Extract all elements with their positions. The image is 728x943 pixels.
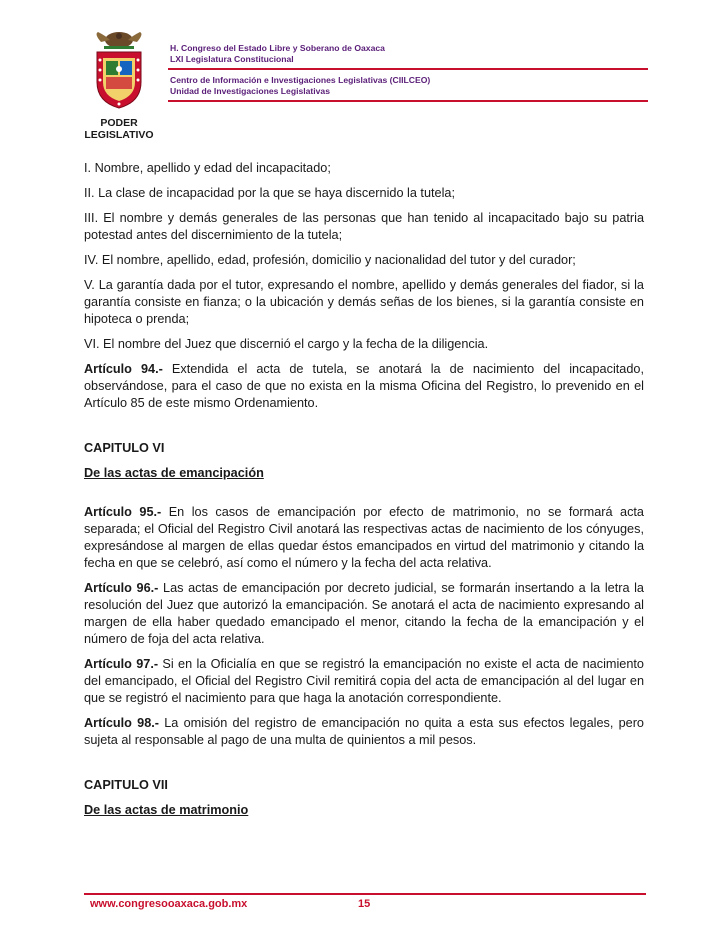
article-97-label: Artículo 97.- xyxy=(84,657,159,671)
article-96-label: Artículo 96.- xyxy=(84,581,159,595)
item-vi: VI. El nombre del Juez que discernió el cargo y la fecha de la diligencia. xyxy=(84,337,489,351)
chapter-6-title: CAPITULO VI xyxy=(84,441,165,455)
legislativo-label: LEGISLATIVO xyxy=(84,129,154,141)
article-97-text: Si en la Oficialía en que se registró la emancipación no existe el acta de nacimiento del emancipado, el Oficial del Registro Civil remitirá copia del acta de emancipación al del lugar en que se registró el nacimiento para que haga la anotación correspondiente. xyxy=(84,657,644,705)
article-95-text: En los casos de emancipación por efecto de matrimonio, no se formará acta separada; el Oficial del Registro Civil anotará las respectivas actas de nacimiento de los cónyuges, expresándose al margen de ellas quedar éstos emancipados en virtud del matrimonio y citando la fecha en que se celebró, así como el número y la fecha del acta relativa. xyxy=(84,505,644,570)
article-94-label: Artículo 94.- xyxy=(84,362,163,376)
chapter-7-heading xyxy=(84,777,644,819)
header-rule-bottom xyxy=(168,100,648,102)
header-unit-name: Unidad de Investigaciones Legislativas xyxy=(170,86,330,96)
chapter-6-heading xyxy=(84,440,644,482)
article-95 xyxy=(84,504,644,572)
article-96-text: Las actas de emancipación por decreto judicial, se formarán insertando a la letra la resolución del Juez que autorizó la emancipación. Se anotará el acta de nacimiento expresando al margen de ella haber quedado emancipado el menor, citando la fecha de la emancipación y el número de foja del acta relativa. xyxy=(84,581,644,646)
item-iv: IV. El nombre, apellido, edad, profesión, domicilio y nacionalidad del tutor y del curador; xyxy=(84,253,576,267)
header-center-name: Centro de Información e Investigaciones Legislativas (CIILCEO) xyxy=(170,75,431,85)
poder-legislativo-label xyxy=(84,117,154,141)
chapter-7-title: CAPITULO VII xyxy=(84,778,168,792)
footer-rule xyxy=(84,893,646,895)
article-94 xyxy=(84,361,644,412)
poder-label: PODER xyxy=(100,117,138,129)
item-v: V. La garantía dada por el tutor, expresando el nombre, apellido y demás generales del fiador, si la garantía consiste en fianza; o la ubicación y demás señas de los bienes, si la garantía consiste en hipoteca o prenda; xyxy=(84,278,644,326)
article-94-text: Extendida el acta de tutela, se anotará la de nacimiento del incapacitado, observándose, para el caso de que no exista en la misma Oficina del Registro, lo prevenido en el Artículo 85 de este mismo Ordenamiento. xyxy=(84,362,644,410)
chapter-6-subtitle: De las actas de emancipación xyxy=(84,466,264,480)
article-98 xyxy=(84,715,644,749)
article-98-text: La omisión del registro de emancipación no quita a esta sus efectos legales, pero sujeta al responsable al pago de una multa de quinientos a mil pesos. xyxy=(84,716,644,747)
footer-website-link[interactable]: www.congresooaxaca.gob.mx xyxy=(90,898,248,910)
item-ii: II. La clase de incapacidad por la que se haya discernido la tutela; xyxy=(84,186,455,200)
item-iii: III. El nombre y demás generales de las personas que han tenido al incapacitado bajo su patria potestad antes del discernimiento de la tutela; xyxy=(84,211,644,242)
article-95-label: Artículo 95.- xyxy=(84,505,162,519)
article-97 xyxy=(84,656,644,707)
page-number: 15 xyxy=(358,898,371,910)
header-legislature: LXI Legislatura Constitucional xyxy=(170,54,294,64)
oaxaca-coat-of-arms-icon xyxy=(92,30,146,112)
chapter-7-subtitle: De las actas de matrimonio xyxy=(84,803,249,817)
document-body xyxy=(84,160,644,841)
article-96 xyxy=(84,580,644,648)
header-congress-name: H. Congreso del Estado Libre y Soberano de Oaxaca xyxy=(170,43,385,53)
article-98-label: Artículo 98.- xyxy=(84,716,160,730)
header-rule-top xyxy=(168,68,648,70)
item-i: I. Nombre, apellido y edad del incapacitado; xyxy=(84,161,331,175)
